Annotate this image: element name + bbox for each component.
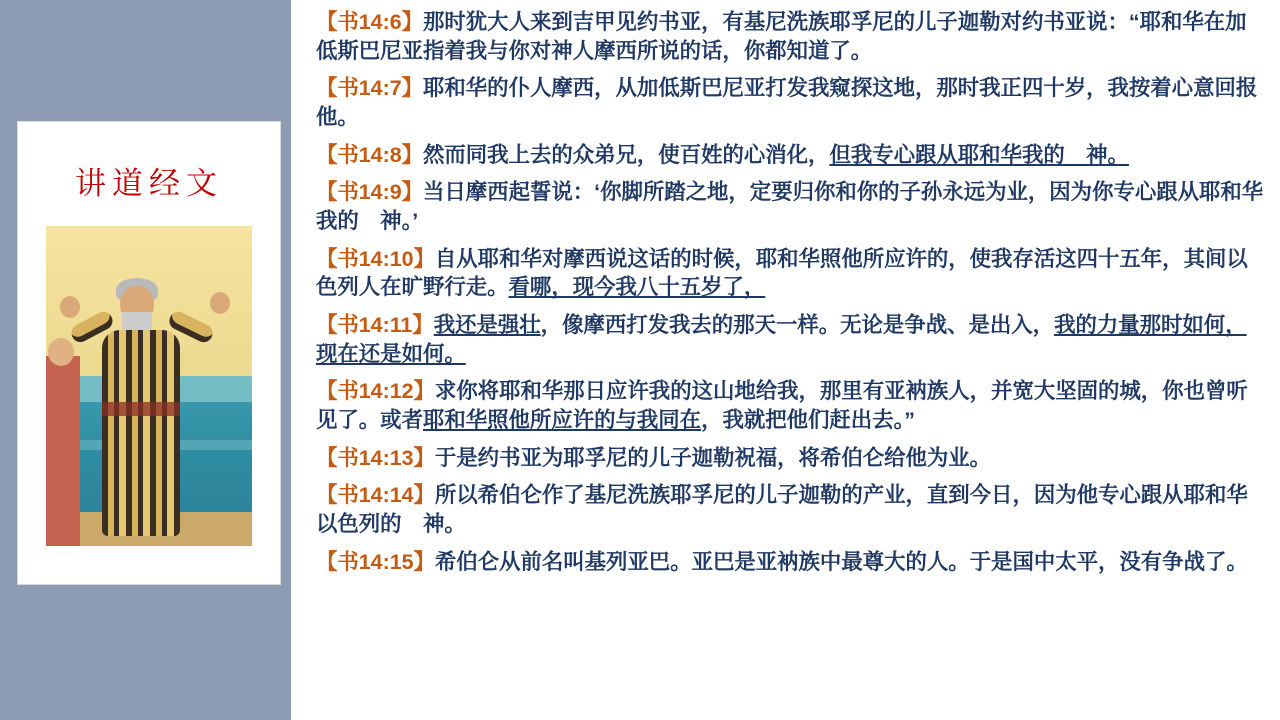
verse-text: 然而同我上去的众弟兄，使百姓的心消化， — [423, 142, 830, 167]
verse-emphasis-text: 我的力量那时如何，现在还是如何。 — [316, 313, 1247, 366]
verse-paragraph — [316, 141, 1264, 170]
verse-emphasis-text: 看哪，现今我八十五岁了， — [508, 275, 766, 300]
verse-reference: 【书14:9】 — [316, 180, 423, 205]
verse-text: 当日摩西起誓说：‘你脚所踏之地，定要归你和你的子孙永远为业，因为你专心跟从耶和华我的 神。’ — [316, 180, 1264, 234]
illustration-right-hand — [210, 292, 230, 314]
verse-emphasis-text: 耶和华照他所应许的与我同在 — [422, 408, 702, 433]
verse-text: 所以希伯仑作了基尼洗族耶孚尼的儿子迦勒的产业，直到今日，因为他专心跟从耶和华以色列的 神。 — [316, 483, 1248, 537]
illustration-left-hand — [60, 296, 80, 318]
verse-text: ，像摩西打发我去的那天一样。无论是争战、是出入， — [540, 313, 1055, 338]
illustration-second-figure-body — [46, 356, 80, 546]
scripture-text-column — [296, 0, 1280, 720]
verse-text: 耶和华的仆人摩西，从加低斯巴尼亚打发我窥探这地，那时我正四十岁，我按着心意回报他。 — [316, 76, 1258, 130]
verse-text: 希伯仑从前名叫基列亚巴。亚巴是亚衲族中最尊大的人。于是国中太平，没有争战了。 — [434, 549, 1248, 574]
verse-paragraph — [316, 245, 1264, 302]
verse-text: 求你将耶和华那日应许我的这山地给我，那里有亚衲族人，并宽大坚固的城，你也曾听见了。或者 — [316, 379, 1248, 433]
verse-reference: 【书14:10】 — [316, 246, 435, 271]
verse-paragraph — [316, 377, 1264, 434]
illustration-striped-robe — [102, 330, 180, 536]
verse-reference: 【书14:8】 — [316, 142, 423, 167]
card-title: 讲道经文 — [75, 166, 223, 201]
verse-paragraph — [316, 74, 1264, 131]
verse-reference: 【书14:12】 — [316, 379, 435, 404]
verse-text: ，我就把他们赶出去。” — [701, 408, 915, 433]
illustration-second-figure-head — [48, 338, 74, 366]
illustration-sash — [102, 402, 180, 416]
verse-text: 于是约书亚为耶孚尼的儿子迦勒祝福，将希伯仑给他为业。 — [434, 445, 992, 470]
verse-paragraph — [316, 481, 1264, 538]
verse-paragraph — [316, 8, 1264, 65]
verse-reference: 【书14:14】 — [316, 483, 435, 508]
verse-paragraph — [316, 548, 1264, 577]
verse-paragraph — [316, 444, 1264, 473]
panel-divider — [291, 0, 296, 720]
verse-emphasis-text: 我还是强壮 — [433, 313, 541, 338]
verse-reference: 【书14:13】 — [316, 445, 435, 470]
verse-emphasis-text: 但我专心跟从耶和华我的 神。 — [829, 142, 1129, 167]
sermon-text-card — [18, 122, 280, 584]
verse-paragraph — [316, 311, 1264, 368]
verse-reference: 【书14:6】 — [316, 10, 423, 34]
verse-text: 那时犹大人来到吉甲见约书亚，有基尼洗族耶孚尼的儿子迦勒对约书亚说：“耶和华在加低斯巴尼亚指着我与你对神人摩西所说的话，你都知道了。 — [316, 10, 1247, 63]
verse-text: 自从耶和华对摩西说这话的时候，耶和华照他所应许的，使我存活这四十五年，其间以色列人在旷野行走。 — [316, 246, 1248, 300]
verse-reference: 【书14:7】 — [316, 76, 423, 101]
left-panel — [0, 0, 296, 720]
verse-paragraph — [316, 178, 1264, 235]
caleb-illustration-image — [46, 226, 252, 546]
verse-reference: 【书14:11】 — [316, 313, 434, 338]
verse-reference: 【书14:15】 — [316, 549, 435, 574]
